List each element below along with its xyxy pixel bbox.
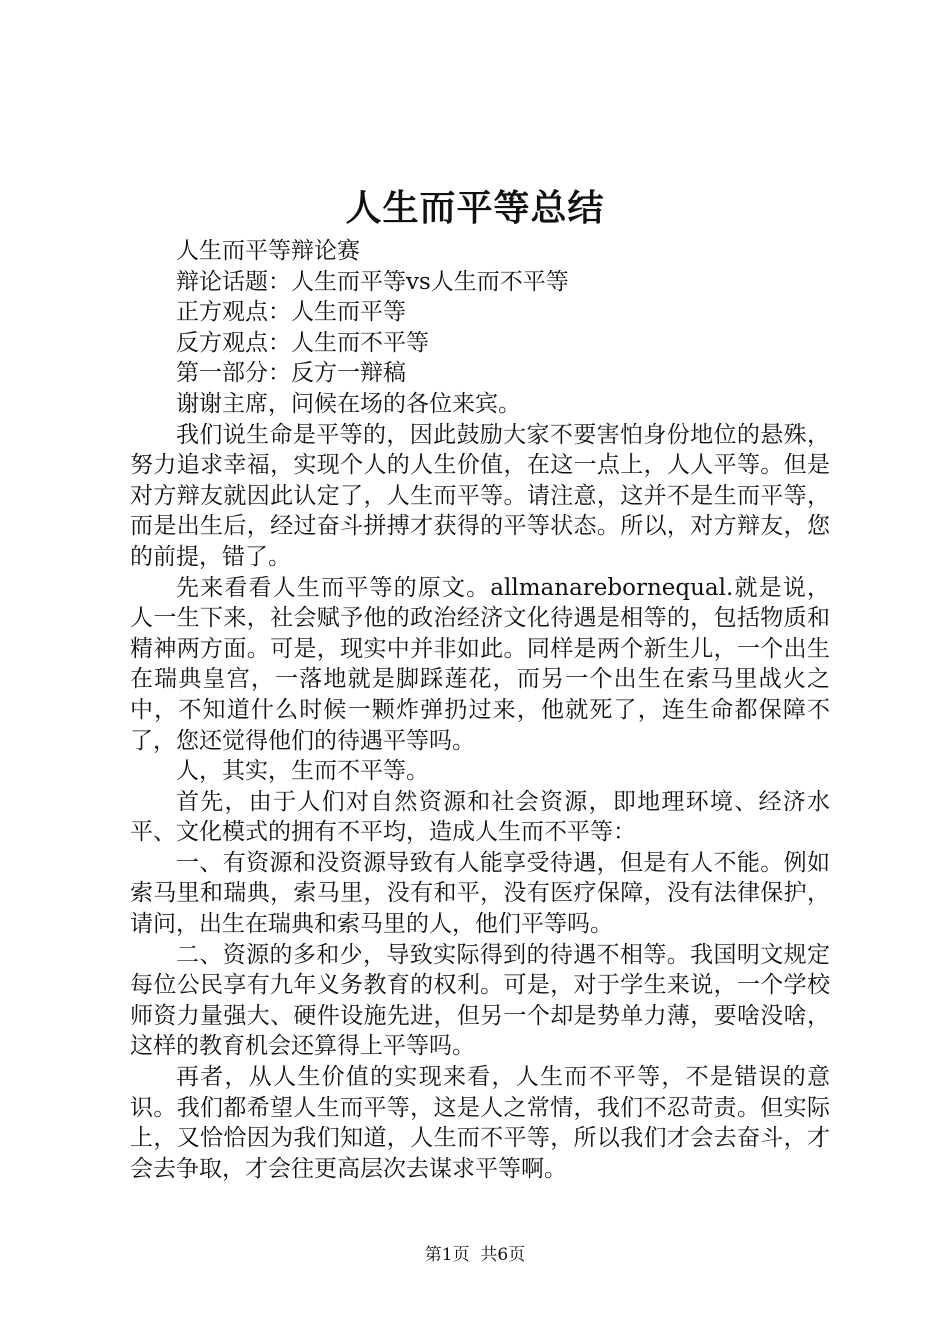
paragraph: 正方观点：人生而平等: [176, 299, 406, 326]
paragraph: 第一部分：反方一辩稿: [176, 360, 406, 387]
paragraph: 人，其实，生而不平等。: [176, 758, 429, 785]
paragraph: 一、有资源和没资源导致有人能享受待遇，但是有人不能。例如索马里和瑞典，索马里，没有和平，没有医疗保障，没有法律保护，请问，出生在瑞典和索马里的人，他们平等吗。: [130, 849, 830, 938]
paragraph: 我们说生命是平等的，因此鼓励大家不要害怕身份地位的悬殊，努力追求幸福，实现个人的人生价值，在这一点上，人人平等。但是对方辩友就因此认定了，人生而平等。请注意，这并不是生而平等，而是出生后，经过奋斗拼搏才获得的平等状态。所以，对方辩友，您的前提，错了。: [130, 421, 830, 570]
paragraph: 人生而平等辩论赛: [176, 238, 360, 264]
page-footer: [0, 1243, 950, 1267]
paragraph: 二、资源的多和少，导致实际得到的待遇不相等。我国明文规定每位公民享有九年义务教育的权利。可是，对于学生来说，一个学校师资力量强大、硬件设施先进，但另一个却是势单力薄，要啥没啥，这样的教育机会还算得上平等吗。: [130, 941, 830, 1060]
paragraph: 反方观点：人生而不平等: [176, 329, 429, 356]
paragraph: 谢谢主席，问候在场的各位来宾。: [176, 390, 521, 417]
document-body: [130, 236, 830, 1184]
paragraph: 再者，从人生价值的实现来看，人生而不平等，不是错误的意识。我们都希望人生而平等，这是人之常情，我们不忍苛责。但实际上，又恰恰因为我们知道，人生而不平等，所以我们才会去奋斗，才会去争取，才会往更高层次去谋求平等啊。: [130, 1064, 830, 1182]
paragraph: 辩论话题：人生而平等vs人生而不平等: [176, 268, 569, 295]
paragraph: 首先，由于人们对自然资源和社会资源，即地理环境、经济水平、文化模式的拥有不平均，造成人生而不平等：: [130, 788, 830, 846]
paragraph: 先来看看人生而平等的原文。allmanarebornequal.就是说，人一生下来，社会赋予他的政治经济文化待遇是相等的，包括物质和精神两方面。可是，现实中并非如此。同样是两个新生儿，一个出生在瑞典皇宫，一落地就是脚踩莲花，而另一个出生在索马里战火之中，不知道什么时候一颗炸弹扔过来，他就死了，连生命都保障不了，您还觉得他们的待遇平等吗。: [130, 574, 830, 754]
document-title: 人生而平等总结: [345, 187, 605, 229]
page-number: 第1页 共6页: [424, 1245, 526, 1265]
